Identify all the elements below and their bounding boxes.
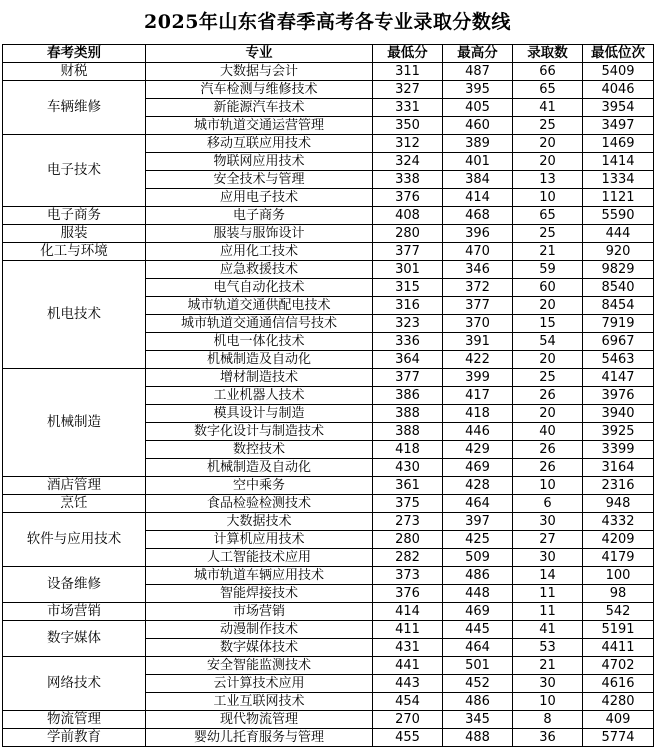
min-score-cell: 373 (373, 567, 443, 585)
category-cell: 机械制造 (3, 369, 146, 477)
admitted-count-cell: 25 (513, 117, 583, 135)
min-score-cell: 273 (373, 513, 443, 531)
category-cell: 电子技术 (3, 135, 146, 207)
admitted-count-cell: 11 (513, 603, 583, 621)
min-rank-cell: 1414 (583, 153, 654, 171)
max-score-cell: 425 (443, 531, 513, 549)
max-score-cell: 452 (443, 675, 513, 693)
major-cell: 机械制造及自动化 (146, 459, 373, 477)
min-score-cell: 315 (373, 279, 443, 297)
admitted-count-cell: 10 (513, 477, 583, 495)
admitted-count-cell: 11 (513, 585, 583, 603)
table-row (3, 135, 654, 153)
table-body (3, 63, 654, 747)
max-score-cell: 469 (443, 459, 513, 477)
category-cell: 数字媒体 (3, 621, 146, 657)
category-cell: 学前教育 (3, 729, 146, 747)
major-cell: 计算机应用技术 (146, 531, 373, 549)
major-cell: 服装与服饰设计 (146, 225, 373, 243)
min-rank-cell: 4179 (583, 549, 654, 567)
major-cell: 工业机器人技术 (146, 387, 373, 405)
max-score-cell: 395 (443, 81, 513, 99)
min-score-cell: 430 (373, 459, 443, 477)
max-score-cell: 446 (443, 423, 513, 441)
min-rank-cell: 5191 (583, 621, 654, 639)
category-cell: 网络技术 (3, 657, 146, 711)
admitted-count-cell: 25 (513, 369, 583, 387)
max-score-cell: 391 (443, 333, 513, 351)
major-cell: 机械制造及自动化 (146, 351, 373, 369)
major-cell: 工业互联网技术 (146, 693, 373, 711)
max-score-cell: 389 (443, 135, 513, 153)
min-rank-cell: 444 (583, 225, 654, 243)
min-score-cell: 324 (373, 153, 443, 171)
table-row (3, 513, 654, 531)
min-score-cell: 316 (373, 297, 443, 315)
admitted-count-cell: 15 (513, 315, 583, 333)
major-cell: 移动互联应用技术 (146, 135, 373, 153)
min-rank-cell: 9829 (583, 261, 654, 279)
max-score-cell: 401 (443, 153, 513, 171)
max-score-cell: 448 (443, 585, 513, 603)
max-score-cell: 464 (443, 495, 513, 513)
min-rank-cell: 4280 (583, 693, 654, 711)
table-row (3, 207, 654, 225)
major-cell: 城市轨道车辆应用技术 (146, 567, 373, 585)
min-rank-cell: 3925 (583, 423, 654, 441)
max-score-cell: 370 (443, 315, 513, 333)
admitted-count-cell: 25 (513, 225, 583, 243)
major-cell: 现代物流管理 (146, 711, 373, 729)
max-score-cell: 418 (443, 405, 513, 423)
major-cell: 数字化设计与制造技术 (146, 423, 373, 441)
admitted-count-cell: 20 (513, 405, 583, 423)
min-score-cell: 270 (373, 711, 443, 729)
max-score-cell: 399 (443, 369, 513, 387)
category-cell: 车辆维修 (3, 81, 146, 135)
max-score-cell: 372 (443, 279, 513, 297)
major-cell: 市场营销 (146, 603, 373, 621)
major-cell: 数字媒体技术 (146, 639, 373, 657)
max-score-cell: 488 (443, 729, 513, 747)
admitted-count-cell: 26 (513, 387, 583, 405)
major-cell: 物联网应用技术 (146, 153, 373, 171)
max-score-cell: 428 (443, 477, 513, 495)
table-row (3, 603, 654, 621)
major-cell: 动漫制作技术 (146, 621, 373, 639)
min-score-cell: 408 (373, 207, 443, 225)
header-min-score: 最低分 (373, 45, 443, 63)
min-score-cell: 441 (373, 657, 443, 675)
table-title: 2025年山东省春季高考各专业录取分数线 (144, 11, 511, 33)
category-cell: 设备维修 (3, 567, 146, 603)
major-cell: 机电一体化技术 (146, 333, 373, 351)
max-score-cell: 422 (443, 351, 513, 369)
min-rank-cell: 920 (583, 243, 654, 261)
major-cell: 应急救援技术 (146, 261, 373, 279)
max-score-cell: 509 (443, 549, 513, 567)
header-major: 专业 (146, 45, 373, 63)
category-cell: 服装 (3, 225, 146, 243)
min-score-cell: 361 (373, 477, 443, 495)
min-score-cell: 280 (373, 531, 443, 549)
min-score-cell: 364 (373, 351, 443, 369)
major-cell: 婴幼儿托育服务与管理 (146, 729, 373, 747)
admitted-count-cell: 27 (513, 531, 583, 549)
table-row (3, 369, 654, 387)
admitted-count-cell: 21 (513, 243, 583, 261)
table-row (3, 567, 654, 585)
max-score-cell: 487 (443, 63, 513, 81)
admitted-count-cell: 65 (513, 81, 583, 99)
table-row (3, 477, 654, 495)
major-cell: 安全技术与管理 (146, 171, 373, 189)
min-score-cell: 386 (373, 387, 443, 405)
min-rank-cell: 1334 (583, 171, 654, 189)
min-rank-cell: 5590 (583, 207, 654, 225)
min-rank-cell: 3497 (583, 117, 654, 135)
table-row (3, 261, 654, 279)
max-score-cell: 468 (443, 207, 513, 225)
min-score-cell: 454 (373, 693, 443, 711)
header-row (3, 45, 654, 63)
min-score-cell: 376 (373, 189, 443, 207)
min-rank-cell: 1121 (583, 189, 654, 207)
admission-score-table (2, 44, 654, 747)
min-rank-cell: 3164 (583, 459, 654, 477)
major-cell: 新能源汽车技术 (146, 99, 373, 117)
min-score-cell: 311 (373, 63, 443, 81)
min-score-cell: 376 (373, 585, 443, 603)
max-score-cell: 464 (443, 639, 513, 657)
major-cell: 应用电子技术 (146, 189, 373, 207)
min-rank-cell: 948 (583, 495, 654, 513)
admitted-count-cell: 20 (513, 153, 583, 171)
min-rank-cell: 3399 (583, 441, 654, 459)
min-score-cell: 323 (373, 315, 443, 333)
major-cell: 数控技术 (146, 441, 373, 459)
min-score-cell: 418 (373, 441, 443, 459)
admitted-count-cell: 20 (513, 297, 583, 315)
max-score-cell: 417 (443, 387, 513, 405)
min-score-cell: 338 (373, 171, 443, 189)
admitted-count-cell: 41 (513, 621, 583, 639)
min-score-cell: 377 (373, 243, 443, 261)
max-score-cell: 397 (443, 513, 513, 531)
category-cell: 机电技术 (3, 261, 146, 369)
table-row (3, 621, 654, 639)
max-score-cell: 396 (443, 225, 513, 243)
min-rank-cell: 5774 (583, 729, 654, 747)
min-score-cell: 411 (373, 621, 443, 639)
admitted-count-cell: 54 (513, 333, 583, 351)
min-rank-cell: 6967 (583, 333, 654, 351)
max-score-cell: 345 (443, 711, 513, 729)
admitted-count-cell: 30 (513, 675, 583, 693)
min-rank-cell: 5463 (583, 351, 654, 369)
major-cell: 智能焊接技术 (146, 585, 373, 603)
admitted-count-cell: 36 (513, 729, 583, 747)
min-rank-cell: 4332 (583, 513, 654, 531)
min-score-cell: 282 (373, 549, 443, 567)
table-row (3, 81, 654, 99)
major-cell: 云计算技术应用 (146, 675, 373, 693)
min-rank-cell: 8454 (583, 297, 654, 315)
admitted-count-cell: 41 (513, 99, 583, 117)
major-cell: 电气自动化技术 (146, 279, 373, 297)
min-rank-cell: 3976 (583, 387, 654, 405)
admitted-count-cell: 8 (513, 711, 583, 729)
major-cell: 大数据技术 (146, 513, 373, 531)
major-cell: 人工智能技术应用 (146, 549, 373, 567)
admitted-count-cell: 60 (513, 279, 583, 297)
max-score-cell: 486 (443, 567, 513, 585)
category-cell: 烹饪 (3, 495, 146, 513)
min-rank-cell: 100 (583, 567, 654, 585)
min-score-cell: 301 (373, 261, 443, 279)
admitted-count-cell: 20 (513, 351, 583, 369)
admitted-count-cell: 14 (513, 567, 583, 585)
table-row (3, 63, 654, 81)
admitted-count-cell: 66 (513, 63, 583, 81)
min-rank-cell: 5409 (583, 63, 654, 81)
min-score-cell: 375 (373, 495, 443, 513)
max-score-cell: 429 (443, 441, 513, 459)
admitted-count-cell: 10 (513, 693, 583, 711)
major-cell: 电子商务 (146, 207, 373, 225)
max-score-cell: 405 (443, 99, 513, 117)
min-score-cell: 336 (373, 333, 443, 351)
admitted-count-cell: 30 (513, 549, 583, 567)
admitted-count-cell: 13 (513, 171, 583, 189)
admitted-count-cell: 20 (513, 135, 583, 153)
admitted-count-cell: 30 (513, 513, 583, 531)
min-score-cell: 414 (373, 603, 443, 621)
min-score-cell: 377 (373, 369, 443, 387)
category-cell: 物流管理 (3, 711, 146, 729)
major-cell: 大数据与会计 (146, 63, 373, 81)
min-rank-cell: 3954 (583, 99, 654, 117)
max-score-cell: 445 (443, 621, 513, 639)
major-cell: 应用化工技术 (146, 243, 373, 261)
major-cell: 空中乘务 (146, 477, 373, 495)
header-category: 春考类别 (3, 45, 146, 63)
min-rank-cell: 4616 (583, 675, 654, 693)
header-max-score: 最高分 (443, 45, 513, 63)
major-cell: 城市轨道交通供配电技术 (146, 297, 373, 315)
category-cell: 财税 (3, 63, 146, 81)
min-rank-cell: 3940 (583, 405, 654, 423)
min-rank-cell: 2316 (583, 477, 654, 495)
min-score-cell: 455 (373, 729, 443, 747)
min-rank-cell: 4411 (583, 639, 654, 657)
min-rank-cell: 4702 (583, 657, 654, 675)
category-cell: 化工与环境 (3, 243, 146, 261)
min-rank-cell: 542 (583, 603, 654, 621)
admitted-count-cell: 59 (513, 261, 583, 279)
major-cell: 食品检验检测技术 (146, 495, 373, 513)
admitted-count-cell: 40 (513, 423, 583, 441)
major-cell: 城市轨道交通运营管理 (146, 117, 373, 135)
min-score-cell: 280 (373, 225, 443, 243)
min-rank-cell: 409 (583, 711, 654, 729)
min-rank-cell: 4147 (583, 369, 654, 387)
max-score-cell: 384 (443, 171, 513, 189)
min-rank-cell: 8540 (583, 279, 654, 297)
max-score-cell: 469 (443, 603, 513, 621)
major-cell: 汽车检测与维修技术 (146, 81, 373, 99)
min-score-cell: 331 (373, 99, 443, 117)
admitted-count-cell: 26 (513, 441, 583, 459)
min-rank-cell: 7919 (583, 315, 654, 333)
admitted-count-cell: 21 (513, 657, 583, 675)
min-rank-cell: 4209 (583, 531, 654, 549)
header-admitted-count: 录取数 (513, 45, 583, 63)
admitted-count-cell: 65 (513, 207, 583, 225)
min-rank-cell: 1469 (583, 135, 654, 153)
admitted-count-cell: 6 (513, 495, 583, 513)
admitted-count-cell: 10 (513, 189, 583, 207)
max-score-cell: 414 (443, 189, 513, 207)
max-score-cell: 501 (443, 657, 513, 675)
category-cell: 酒店管理 (3, 477, 146, 495)
table-row (3, 711, 654, 729)
category-cell: 市场营销 (3, 603, 146, 621)
max-score-cell: 486 (443, 693, 513, 711)
table-row (3, 225, 654, 243)
min-score-cell: 350 (373, 117, 443, 135)
min-rank-cell: 4046 (583, 81, 654, 99)
min-score-cell: 327 (373, 81, 443, 99)
table-row (3, 729, 654, 747)
category-cell: 电子商务 (3, 207, 146, 225)
min-score-cell: 431 (373, 639, 443, 657)
table-row (3, 243, 654, 261)
max-score-cell: 460 (443, 117, 513, 135)
category-cell: 软件与应用技术 (3, 513, 146, 567)
table-row (3, 657, 654, 675)
max-score-cell: 377 (443, 297, 513, 315)
max-score-cell: 470 (443, 243, 513, 261)
major-cell: 模具设计与制造 (146, 405, 373, 423)
admitted-count-cell: 26 (513, 459, 583, 477)
min-score-cell: 312 (373, 135, 443, 153)
admitted-count-cell: 53 (513, 639, 583, 657)
min-score-cell: 388 (373, 405, 443, 423)
major-cell: 安全智能监测技术 (146, 657, 373, 675)
min-score-cell: 443 (373, 675, 443, 693)
major-cell: 增材制造技术 (146, 369, 373, 387)
min-rank-cell: 98 (583, 585, 654, 603)
table-row (3, 495, 654, 513)
max-score-cell: 346 (443, 261, 513, 279)
min-score-cell: 388 (373, 423, 443, 441)
major-cell: 城市轨道交通通信信号技术 (146, 315, 373, 333)
header-min-rank: 最低位次 (583, 45, 654, 63)
